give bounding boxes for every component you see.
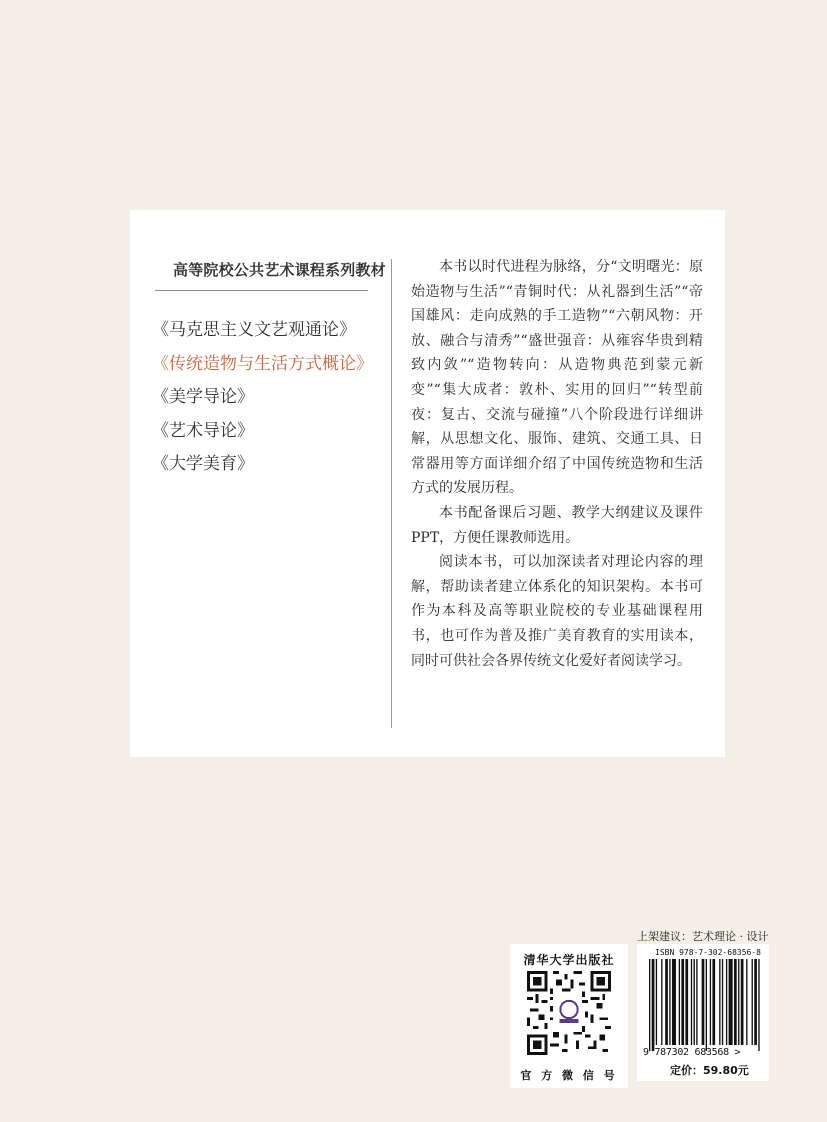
title-underline: [155, 290, 368, 291]
description-paragraph: 阅读本书，可以加深读者对理论内容的理解，帮助读者建立体系化的知识架构。本书可作为本科及高等职业院校的专业基础课程用书，也可作为普及推广美育教育的实用读本，同时可供社会各界传统文化爱好者阅读学习。: [411, 554, 703, 669]
description-paragraph: 本书以时代进程为脉络，分“文明曙光：原始造物与生活”“青铜时代：从礼器到生活”“帝国雄风：走向成熟的手工造物”“六朝风物：开放、融合与清秀”“盛世强音：从雍容华贵到精致内敛”“造物转向：从造物典范到蒙元新变”“集大成者：敦朴、实用的回归”“转型前夜：复古、交流与碰撞”八个阶段进行详细讲解，从思想文化、服饰、建筑、交通工具、日常器用等方面详细介绍了中国传统造物和生活方式的发展历程。: [411, 259, 703, 497]
description-paragraph: 本书配备课后习题、教学大纲建议及课件PPT，方便任课教师选用。: [411, 504, 703, 546]
qr-code-icon: [527, 971, 611, 1055]
barcode-icon: [649, 959, 761, 1051]
publisher-block: [510, 944, 628, 1088]
vertical-divider: [391, 259, 392, 728]
barcode-block: [637, 944, 769, 1081]
ean-digits: 9 787302 683568 >: [643, 1047, 741, 1058]
series-book-list: [152, 314, 373, 482]
qr-caption: 官 方 微 信 号: [520, 1069, 618, 1082]
book-title: 《美学导论》: [152, 387, 254, 407]
book-title: 《大学美育》: [152, 454, 254, 474]
shelf-suggestion: 上架建议：艺术理论 · 设计: [637, 930, 769, 943]
publisher-name: 清华大学出版社: [523, 953, 615, 967]
book-title: 《马克思主义文艺观通论》: [152, 320, 356, 340]
book-title: 《艺术导论》: [152, 420, 254, 441]
book-description: [411, 255, 703, 673]
isbn-text: ISBN 978-7-302-68356-8: [655, 948, 761, 957]
price-label: 定价：59.80元: [670, 1064, 749, 1077]
back-cover-info-panel: [130, 210, 725, 757]
book-title-current: 《传统造物与生活方式概论》: [152, 353, 373, 374]
series-title: 高等院校公共艺术课程系列教材: [173, 261, 386, 279]
